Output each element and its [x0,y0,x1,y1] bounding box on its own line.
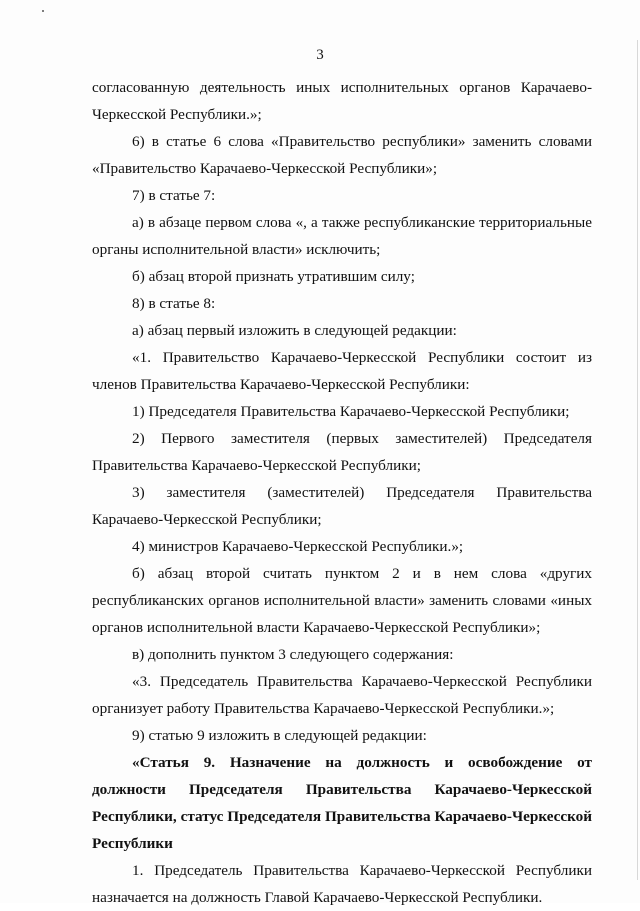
page-number: 3 [316,47,324,63]
scan-edge [637,40,638,880]
paragraph: «1. Правительство Карачаево-Черкесской Республики состоит из членов Правительства Карачаево-Черкесской Республики: [92,349,592,393]
paragraph: 3) заместителя (заместителей) Председателя Правительства Карачаево-Черкесской Республики; [92,484,592,528]
paragraph: 7) в статье 7: [132,187,216,204]
paragraph: 1. Председатель Правительства Карачаево-Черкесской Республики назначается на должность Главой Карачаево-Черкесской Республики. [92,862,592,906]
paragraph: а) абзац первый изложить в следующей редакции: [132,322,457,339]
paragraph: согласованную деятельность иных исполнительных органов Карачаево-Черкесской Республики.»; [92,79,592,123]
paragraph: 2) Первого заместителя (первых заместителей) Председателя Правительства Карачаево-Черкесской Республики; [92,430,592,474]
paragraph: б) абзац второй признать утратившим силу; [132,268,415,285]
paragraph: в) дополнить пунктом 3 следующего содержания: [132,646,454,663]
paragraph: 8) в статье 8: [132,295,216,312]
paragraph: «3. Председатель Правительства Карачаево-Черкесской Республики организует работу Правительства Карачаево-Черкесской Республики.»; [92,673,592,717]
paragraph: а) в абзаце первом слова «, а также республиканские территориальные органы исполнительной власти» исключить; [92,214,592,258]
paragraph: б) абзац второй считать пунктом 2 и в нем слова «других республиканских органов исполнительной власти» заменить словами «иных органов исполнительной власти Карачаево-Черкесской Республики»; [92,565,592,636]
paragraph: 6) в статье 6 слова «Правительство республики» заменить словами «Правительство Карачаево-Черкесской Республики»; [92,133,592,177]
paragraph: 4) министров Карачаево-Черкесской Республики.»; [132,538,464,555]
scan-speck [42,10,44,12]
paragraph: 9) статью 9 изложить в следующей редакции: [132,727,427,744]
paragraph: 1) Председателя Правительства Карачаево-Черкесской Республики; [132,403,570,420]
document-body [92,74,592,911]
article-heading: «Статья 9. Назначение на должность и освобождение от должности Председателя Правительства Карачаево-Черкесской Республики, статус Председателя Правительства Карачаево-Черкесской Республики [92,754,592,852]
